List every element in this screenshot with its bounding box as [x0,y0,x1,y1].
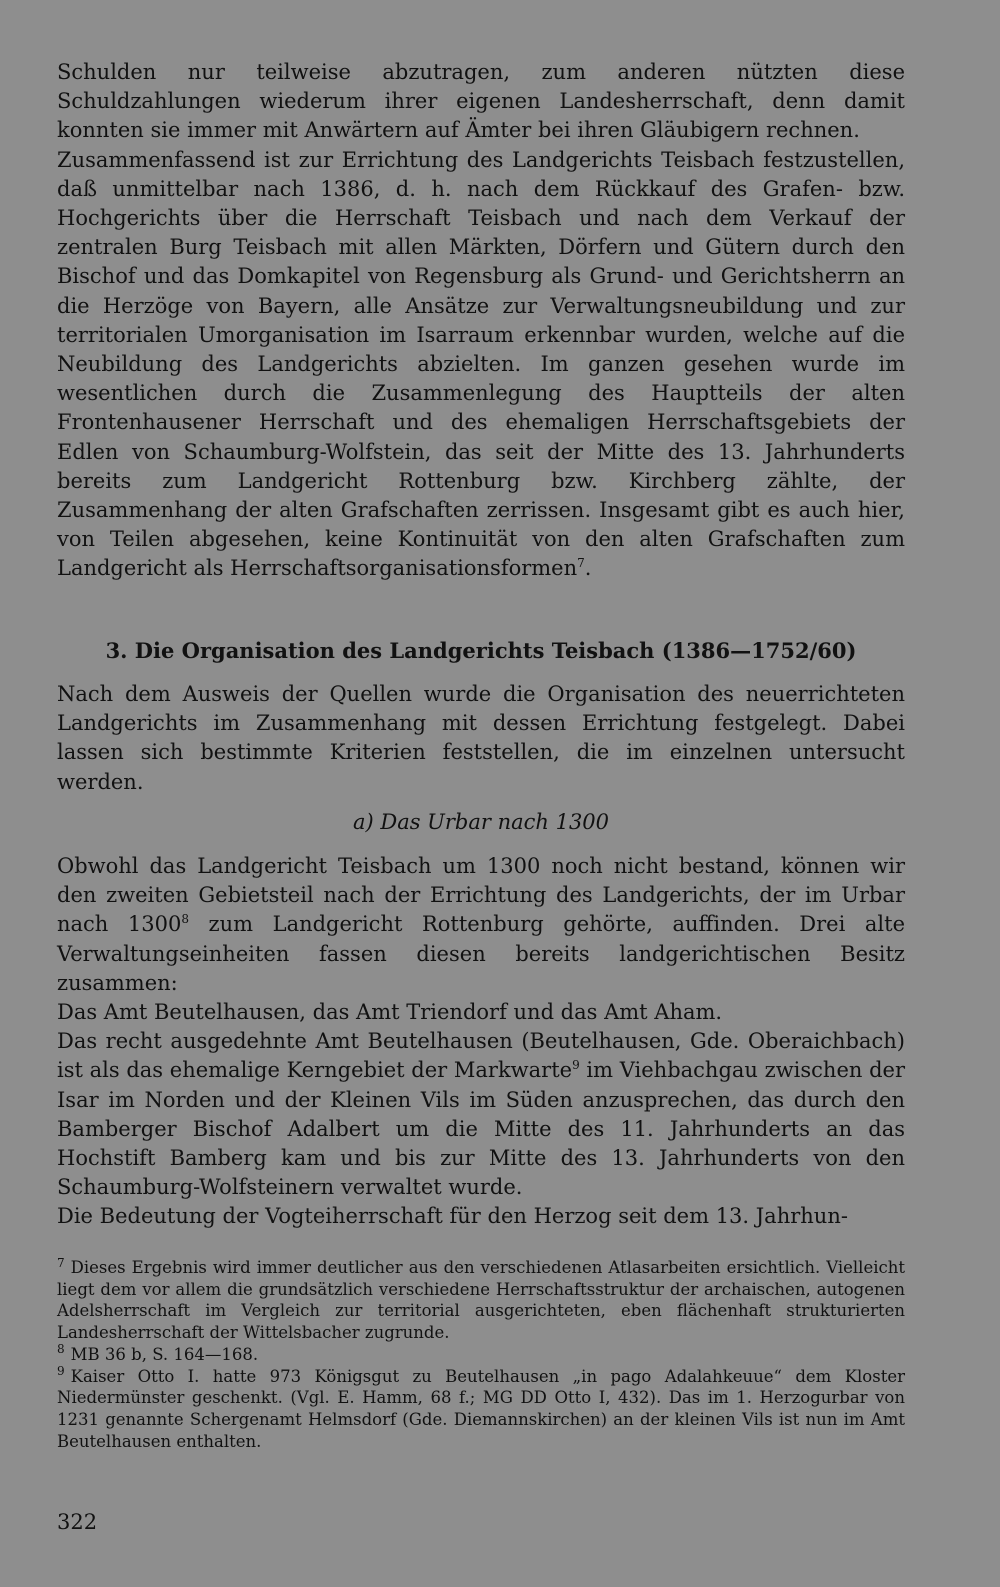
paragraph-urbar-text-b: zum Landgericht Rottenburg gehörte, auffinden. Drei alte Verwaltungseinheiten fassen diesen bereits landgerichtischen Besitz zusammen: [57,912,905,995]
paragraph-summary-text: Zusammenfassend ist zur Errichtung des Landgerichts Teisbach festzustellen, daß unmittelbar nach 1386, d. h. nach dem Rückkauf des Grafen- bzw. Hochgerichts über die Herrschaft Teisbach und nach dem Verkauf der zentralen Burg Teisbach mit allen Märkten, Dörfern und Gütern durch den Bischof und das Domkapitel von Regensburg als Grund- und Gerichtsherrn an die Herzöge von Bayern, alle Ansätze zur Verwaltungsneubildung und zur territorialen Umorganisation im Isarraum erkennbar wurden, welche auf die Neubildung des Landgerichts abzielten. Im ganzen gesehen wurde im wesentlichen durch die Zusammenlegung des Hauptteils der alten Frontenhausener Herrschaft und des ehemaligen Herrschaftsgebiets der Edlen von Schaumburg-Wolfstein, das seit der Mitte des 13. Jahrhunderts bereits zum Landgericht Rottenburg bzw. Kirchberg zählte, der Zusammenhang der alten Grafschaften zerrissen. Insgesamt gibt es auch hier, von Teilen abgesehen, keine Kontinuität von den alten Grafschaften zum Landgericht als Herrschaftsorganisationsformen [57,147,905,581]
footnote-ref-9[interactable]: 9 [572,1058,580,1073]
paragraph-aemter: Das Amt Beutelhausen, das Amt Triendorf und das Amt Aham. [57,1000,723,1025]
footnote-number: 8 [57,1342,65,1357]
section-heading: 3. Die Organisation des Landgerichts Teisbach (1386—1752/60) [105,638,857,663]
footnotes [57,1257,905,1452]
footnote-text: Kaiser Otto I. hatte 973 Königsgut zu Beutelhausen „in pago Adalahkeuue“ dem Kloster Niedermünster geschenkt. (Vgl. E. Hamm, 68 f.; MG DD Otto I, 432). Das im 1. Herzogurbar von 1231 genannte Schergenamt Helmsdorf (Gde. Diemannskirchen) an der kleinen Vils ist nun im Amt Beutelhausen enthalten. [57,1366,905,1451]
paragraph-beutelhausen [57,1027,905,1202]
footnote-ref-8[interactable]: 8 [181,912,189,927]
footnote-number: 7 [57,1255,65,1270]
paragraph-urbar-text-a: Obwohl das Landgericht Teisbach um 1300 noch nicht bestand, können wir den zweiten Gebietsteil nach der Errichtung des Landgerichts, der im Urbar nach 1300 [57,854,905,937]
body-top [57,58,905,584]
subsection-heading: a) Das Urbar nach 1300 [352,810,610,834]
paragraph-urbar [57,852,905,998]
footnote-8 [57,1344,905,1366]
paragraph-vogtei: Die Bedeutung der Vogteiherrschaft für den Herzog seit dem 13. Jahrhun- [57,1204,848,1229]
paragraph: Schulden nur teilweise abzutragen, zum anderen nützten diese Schuldzahlungen wiederum ihrer eigenen Landesherrschaft, denn damit konnten sie immer mit Anwärtern auf Ämter bei ihren Gläubigern rechnen. [57,60,905,143]
footnote-9 [57,1366,905,1453]
footnote-ref-7[interactable]: 7 [577,556,585,571]
footnote-7 [57,1257,905,1344]
footnote-text: Dieses Ergebnis wird immer deutlicher aus den verschiedenen Atlasarbeiten ersichtlich. Vielleicht liegt dem vor allem die grundsätzlich verschiedene Herrschaftsstruktur der archaischen, autogenen Adelsherrschaft im Vergleich zur territorial ausgerichteten, eben flächenhaft strukturierten Landesherrschaft der Wittelsbacher zugrunde. [57,1258,905,1343]
paragraph-beutelhausen-text-b: im Viehbachgau zwischen der Isar im Norden und der Kleinen Vils im Süden anzusprechen, das durch den Bamberger Bischof Adalbert um die Mitte des 11. Jahrhunderts an das Hochstift Bamberg kam und bis zur Mitte des 13. Jahrhunderts von den Schaumburg-Wolfsteinern verwaltet wurde. [57,1058,906,1200]
paragraph-beutelhausen-text-a: Das recht ausgedehnte Amt Beutelhausen (Beutelhausen, Gde. Oberaichbach) ist als das ehemalige Kerngebiet der Markwarte [57,1029,905,1083]
body-low [57,852,905,1232]
body-mid [57,680,905,797]
page-number: 322 [57,1510,98,1534]
period: . [584,556,592,581]
footnote-number: 9 [57,1364,65,1379]
footnote-text: MB 36 b, S. 164—168. [70,1344,259,1364]
paragraph-summary [57,146,905,584]
paragraph-organisation: Nach dem Ausweis der Quellen wurde die Organisation des neuerrichteten Landgerichts im Zusammenhang mit dessen Errichtung festgelegt. Dabei lassen sich bestimmte Kriterien feststellen, die im einzelnen untersucht werden. [57,682,905,794]
